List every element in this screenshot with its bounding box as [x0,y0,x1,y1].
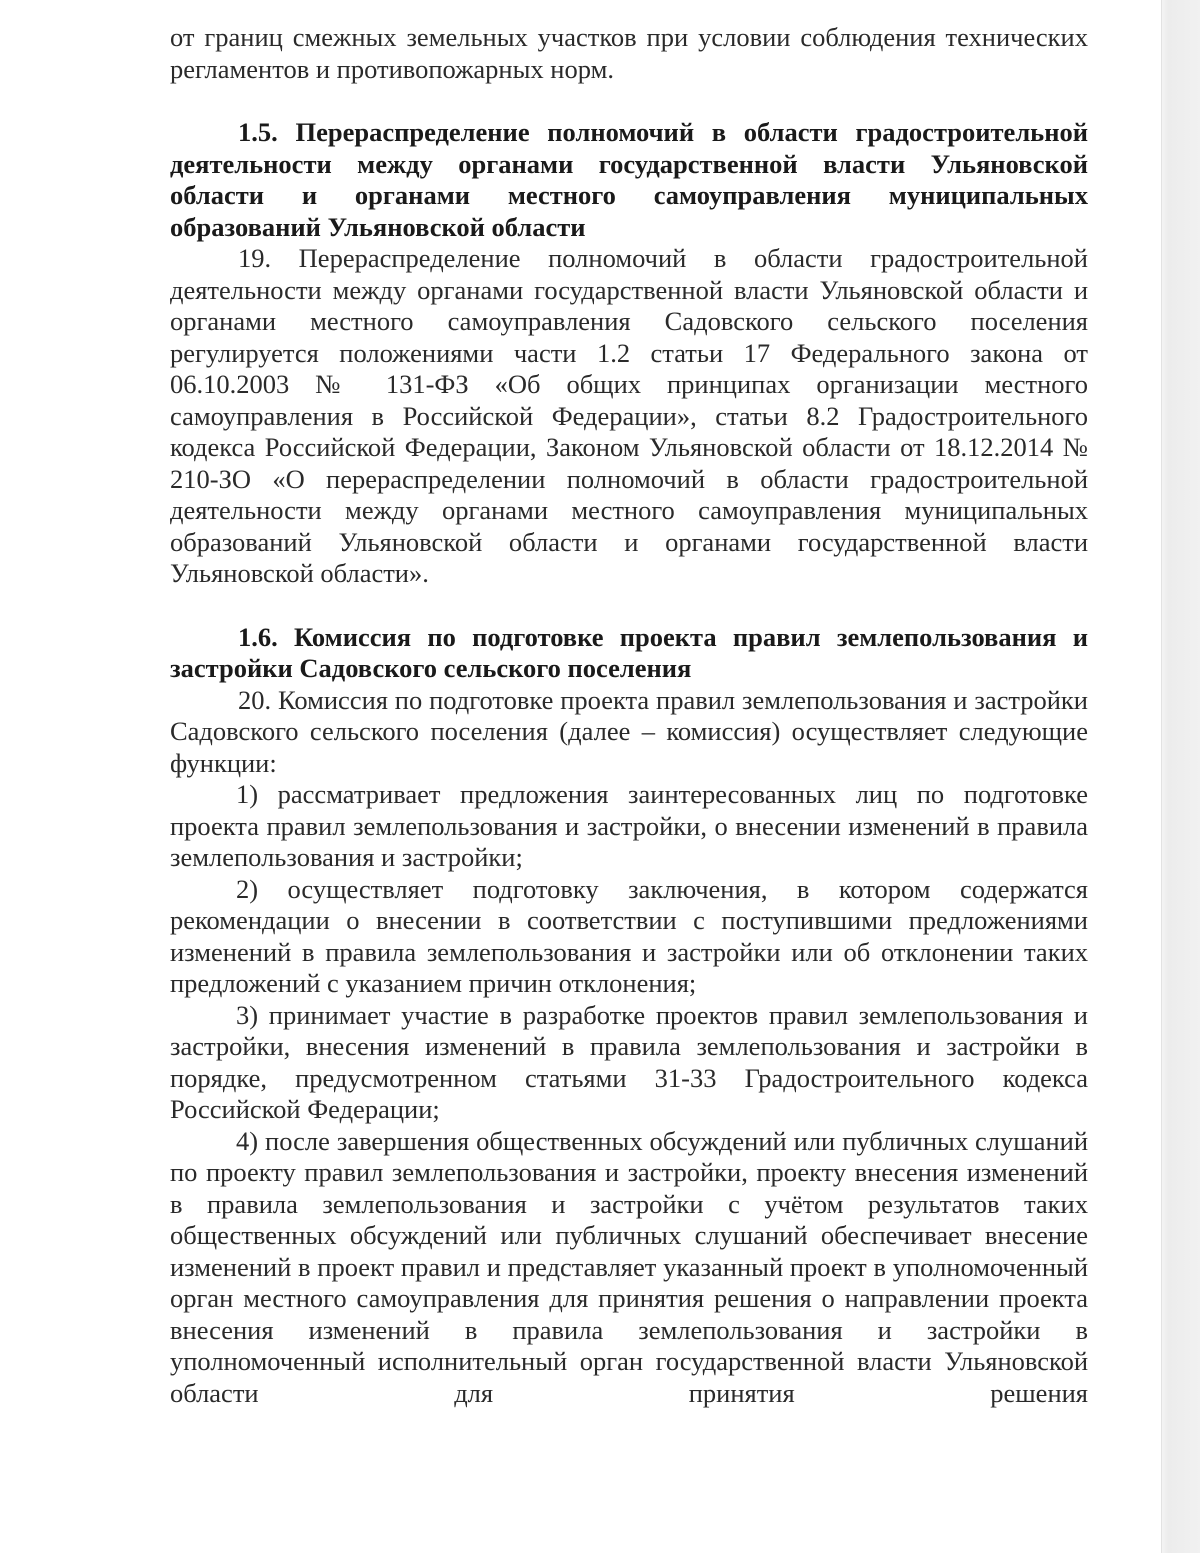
intro-paragraph: от границ смежных земельных участков при условии соблюдения технических регламентов и противопожарных норм. [170,22,1088,84]
section-gap [170,85,1088,117]
document-page [170,22,1088,1409]
list-item-4: 4) после завершения общественных обсуждений или публичных слушаний по проекту правил землепользования и застройки, проекту внесения изменений в правила землепользования и застройки с учётом результатов таких общественных обсуждений или публичных слушаний обеспечивает внесение изменений в проект правил и представляет указанный проект в уполномоченный орган местного самоуправления для принятия решения о направлении проекта внесения изменений в правила землепользования и застройки в уполномоченный исполнительный орган государственной власти Ульяновской области для принятия решения [170,1125,1088,1408]
list-item-2: 2) осуществляет подготовку заключения, в котором содержатся рекомендации о внесении в соответствии с поступившими предложениями изменений в правила землепользования и застройки или об отклонении таких предложений с указанием причин отклонения; [170,873,1088,998]
list-item-1: 1) рассматривает предложения заинтересованных лиц по подготовке проекта правил землепользования и застройки, о внесении изменений в правила землепользования и застройки; [170,779,1088,872]
paragraph-20: 20. Комиссия по подготовке проекта правил землепользования и застройки Садовского сельского поселения (далее – комиссия) осуществляет следующие функции: [170,684,1088,778]
scan-page-edge [1161,0,1200,1553]
list-item-3: 3) принимает участие в разработке проектов правил землепользования и застройки, внесения изменений в правила землепользования и застройки в порядке, предусмотренном статьями 31-33 Градостроительного кодекса Российской Федерации; [170,999,1088,1124]
paragraph-19: 19. Перераспределение полномочий в области градостроительной деятельности между органами государственной власти Ульяновской области и органами местного самоуправления Садовского сельского поселения регулируется положениями части 1.2 статьи 17 Федерального закона от 06.10.2003 № 131-ФЗ «Об общих принципах организации местного самоуправления в Российской Федерации», статьи 8.2 Градостроительного кодекса Российской Федерации, Законом Ульяновской области от 18.12.2014 № 210-ЗО «О перераспределении полномочий в области градостроительной деятельности между органами местного самоуправления муниципальных образований Ульяновской области и органами государственной власти Ульяновской области». [170,243,1088,588]
section-gap [170,590,1088,622]
section-1-5-heading: 1.5. Перераспределение полномочий в области градостроительной деятельности между органами государственной власти Ульяновской области и органами местного самоуправления муниципальных образований Ульяновской области [170,117,1088,242]
section-1-6-heading: 1.6. Комиссия по подготовке проекта правил землепользования и застройки Садовского сельского поселения [170,621,1088,683]
